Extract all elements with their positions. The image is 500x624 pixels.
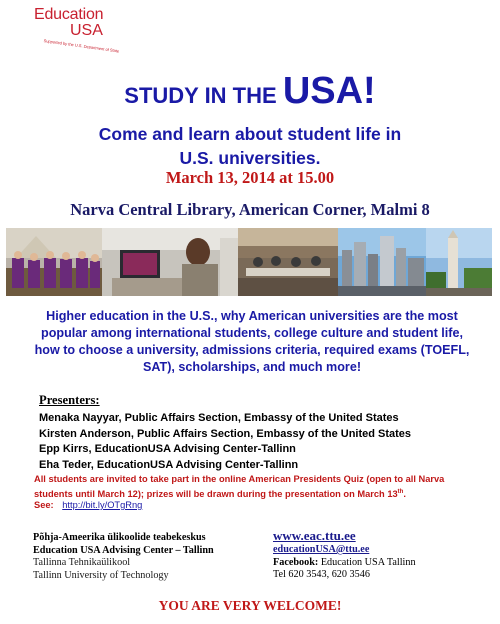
subheadline [0,122,500,170]
presenter-item: Eha Teder, EducationUSA Advising Center-Tallinn [39,458,299,471]
email-link[interactable]: educationUSA@ttu.ee [273,544,370,555]
phone-numbers: Tel 620 3543, 620 3546 [273,569,370,580]
graduates-photo [6,228,102,296]
quiz-link[interactable]: http://bit.ly/OTgRng [62,500,143,510]
event-datetime: March 13, 2014 at 15.00 [165,168,335,187]
presenters-header: Presenters: [39,393,100,407]
student-computer-photo [102,228,238,296]
city-skyline-photo [338,228,426,296]
educationusa-logo [34,6,124,62]
campus-tower-photo [426,228,492,296]
dining-hall-photo [238,228,338,296]
subheadline-line2: U.S. universities. [179,148,321,168]
headline-part1: STUDY IN THE [124,83,283,108]
quiz-suffix: th [397,489,404,495]
center-name-english: Education USA Advising Center – Tallinn [33,544,214,556]
logo-line1: Education [34,6,104,23]
see-link-row [34,500,142,510]
quiz-invitation [34,473,474,501]
presenters-section [39,393,479,473]
headline [0,70,500,113]
presenter-item: Epp Kirrs, EducationUSA Advising Center-Tallinn [39,443,296,455]
presenter-item: Menaka Nayyar, Public Affairs Section, Embassy of the United States [39,412,399,424]
facebook-label: Facebook: [273,556,319,568]
center-name-estonian: Põhja-Ameerika ülikoolide teabekeskus [33,532,206,543]
presenter-item: Kirsten Anderson, Public Affairs Section, Embassy of the United States [39,427,412,440]
logo-line2: USA [70,22,103,39]
university-name-english: Tallinn University of Technology [33,569,169,581]
university-name-estonian: Tallinna Tehnikaülikool [33,557,131,568]
quiz-end: . [403,489,406,500]
facebook-value: Education USA Tallinn [318,556,416,568]
logo-tagline: Supported by the U.S. Department of State [43,38,120,54]
footer-contact-left [33,532,253,582]
facebook-line [273,557,473,570]
subheadline-line1: Come and learn about student life in [98,124,402,144]
footer-contact-right [273,528,473,582]
photo-strip [6,228,492,296]
event-venue: Narva Central Library, American Corner, Malmi 8 [70,200,430,219]
website-link[interactable]: www.eac.ttu.ee [273,528,356,543]
welcome-message: YOU ARE VERY WELCOME! [158,598,342,613]
event-description: Higher education in the U.S., why American universities are the most popular among international students, college culture and student life, how to choose a university, admissions criteria, required exams (TOEFL, SAT), scholarships, and much more! [34,309,470,374]
see-label: See: [34,500,54,510]
headline-part2: USA! [282,70,376,112]
quiz-text: All students are invited to take part in the online American Presidents Quiz (open to all Narva students until March 12); prizes will be drawn during the presentation on March 13 [34,474,445,500]
